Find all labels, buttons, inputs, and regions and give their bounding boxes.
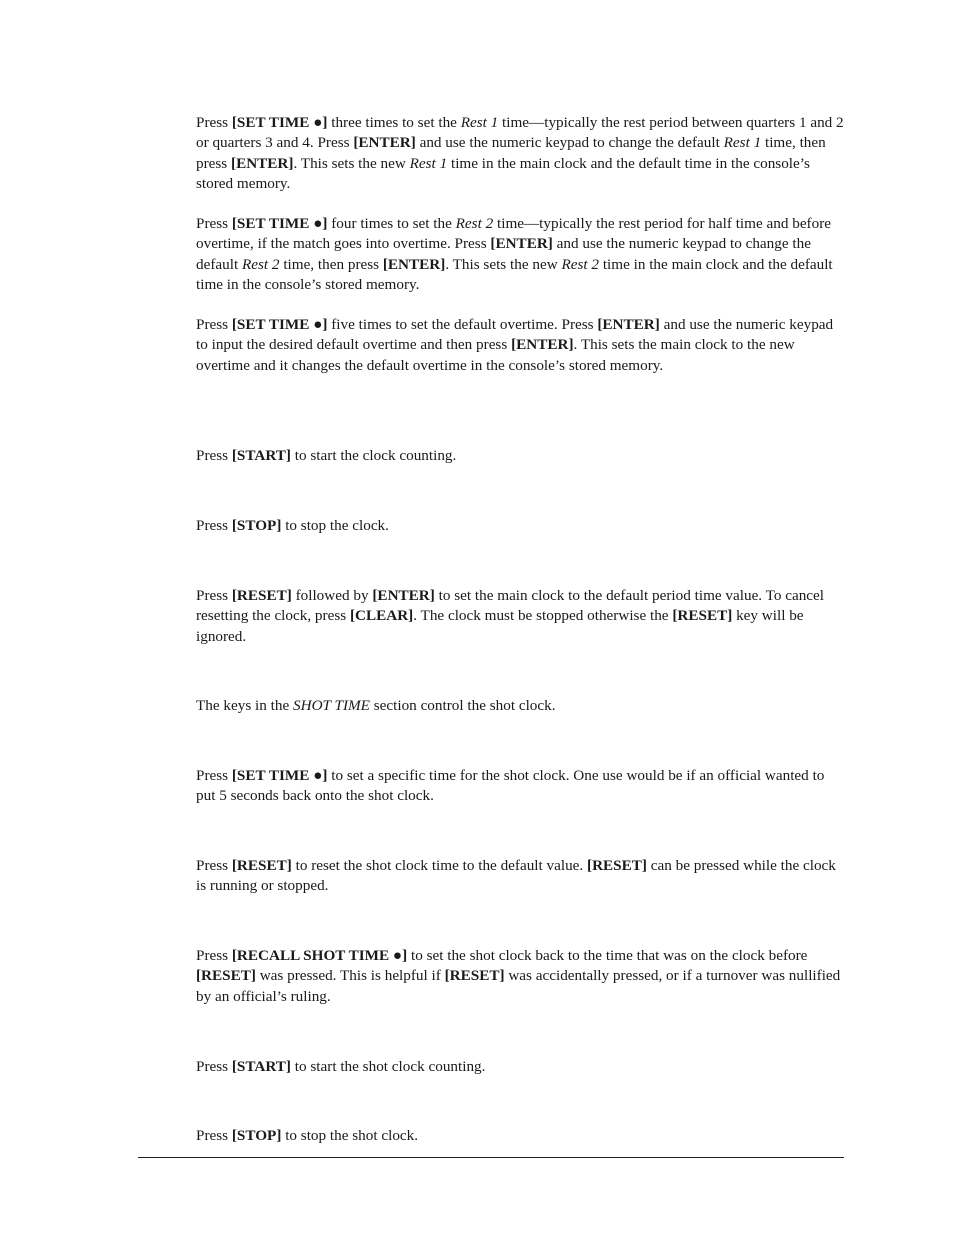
paragraph-stop-clock [196, 516, 846, 536]
paragraph-recall-shot [196, 946, 846, 1007]
emphasis-term: Rest 1 [460, 114, 499, 131]
text-run: five times to set the default overtime. Press [327, 316, 598, 333]
key-label: [SET TIME ●] [231, 316, 328, 333]
text-run: followed by [291, 587, 373, 604]
text-run: and use the numeric keypad to change the default [196, 235, 811, 273]
paragraph-stop-shot [196, 1126, 846, 1146]
paragraph-reset-shot [196, 856, 846, 897]
text-run: to set a specific time for the shot clock. One use would be if an official wanted to put 5 seconds back onto the shot clock. [196, 767, 825, 805]
key-label: [STOP] [231, 1127, 282, 1144]
key-label: [RESET] [587, 857, 647, 874]
text-run: to stop the clock. [281, 517, 389, 534]
text-run: Press [196, 587, 232, 604]
text-run: was pressed. This is helpful if [255, 967, 445, 985]
key-label: [SET TIME ●] [231, 767, 328, 784]
emphasis-term: Rest 1 [723, 134, 762, 152]
text-run: . This sets the new [445, 255, 562, 273]
key-label: [ENTER] [382, 255, 446, 273]
emphasis-term: Rest 2 [561, 255, 600, 273]
text-run: Press [196, 857, 232, 874]
text-run: Press [196, 1058, 232, 1075]
text-run: Press [196, 316, 232, 333]
emphasis-term: Rest 2 [455, 215, 494, 232]
text-run: to stop the shot clock. [281, 1127, 419, 1144]
footer-rule [138, 1157, 844, 1158]
key-label: [START] [231, 447, 291, 464]
text-run: . This sets the new [293, 154, 410, 172]
text-run: Press [196, 215, 232, 232]
text-run: to set the main clock to the default period time value. To cancel resetting the clock, press [196, 587, 825, 625]
text-run: Press [196, 947, 232, 964]
paragraph-set-shot-time [196, 766, 846, 807]
text-run: was accidentally pressed, or if a turnover was nullified by an official’s ruling. [196, 967, 841, 1005]
text-run: . This sets the main clock to the new overtime and it changes the default overtime in the console’s stored memory. [196, 336, 795, 374]
text-run: and use the numeric keypad to input the desired default overtime and then press [196, 316, 834, 354]
key-label: [RECALL SHOT TIME ●] [231, 947, 408, 964]
text-run: section control the shot clock. [369, 697, 556, 714]
key-label: [SET TIME ●] [231, 215, 328, 232]
text-run: Press [196, 517, 232, 534]
key-label: [ENTER] [353, 134, 416, 152]
emphasis-term: Rest 2 [241, 255, 280, 273]
text-run: Press [196, 447, 232, 464]
key-label: [CLEAR] [349, 607, 414, 625]
text-run: Press [196, 767, 232, 784]
key-label: [RESET] [231, 587, 292, 604]
text-run: four times to set the [327, 215, 456, 232]
text-run: and use the numeric keypad to change the default [415, 134, 724, 152]
text-run: time, then press [279, 255, 383, 273]
text-run: can be pressed while the clock is running or stopped. [196, 857, 836, 895]
text-run: time, then press [196, 134, 826, 172]
text-run: to start the shot clock counting. [290, 1058, 486, 1075]
paragraph-start-shot [196, 1057, 846, 1077]
key-label: [RESET] [196, 967, 256, 985]
text-run: to reset the shot clock time to the default value. [291, 857, 588, 874]
key-label: [ENTER] [597, 316, 660, 333]
paragraph-reset-clock [196, 586, 846, 647]
key-label: [ENTER] [231, 154, 294, 172]
key-label: [RESET] [231, 857, 292, 874]
key-label: [STOP] [231, 517, 282, 534]
key-label: [RESET] [444, 967, 505, 985]
text-run: Press [196, 114, 232, 131]
paragraph-start-clock [196, 446, 846, 466]
emphasis-term: SHOT TIME [293, 697, 370, 714]
key-label: [ENTER] [490, 235, 553, 253]
text-run: The keys in the [196, 697, 294, 714]
paragraph-shot-time-intro [196, 696, 846, 716]
text-run: time in the main clock and the default time in the console’s stored memory. [196, 154, 810, 192]
key-label: [ENTER] [372, 587, 435, 604]
paragraph-rest1 [196, 113, 846, 194]
text-run: time in the main clock and the default time in the console’s stored memory. [196, 255, 833, 293]
key-label: [START] [231, 1058, 291, 1075]
text-run: key will be ignored. [196, 607, 804, 645]
text-run: to set the shot clock back to the time that was on the clock before [407, 947, 808, 964]
text-run: to start the clock counting. [290, 447, 457, 464]
text-run: three times to set the [327, 114, 461, 131]
key-label: [ENTER] [511, 336, 574, 354]
emphasis-term: Rest 1 [409, 154, 448, 172]
text-run: . The clock must be stopped otherwise the [413, 607, 673, 625]
paragraph-overtime [196, 315, 846, 376]
paragraph-rest2 [196, 214, 846, 295]
text-run: time—typically the rest period between quarters 1 and 2 or quarters 3 and 4. Press [196, 114, 844, 152]
key-label: [SET TIME ●] [231, 114, 328, 131]
key-label: [RESET] [672, 607, 733, 625]
text-run: time—typically the rest period for half time and before overtime, if the match goes into overtime. Press [196, 215, 832, 253]
text-run: Press [196, 1127, 232, 1144]
